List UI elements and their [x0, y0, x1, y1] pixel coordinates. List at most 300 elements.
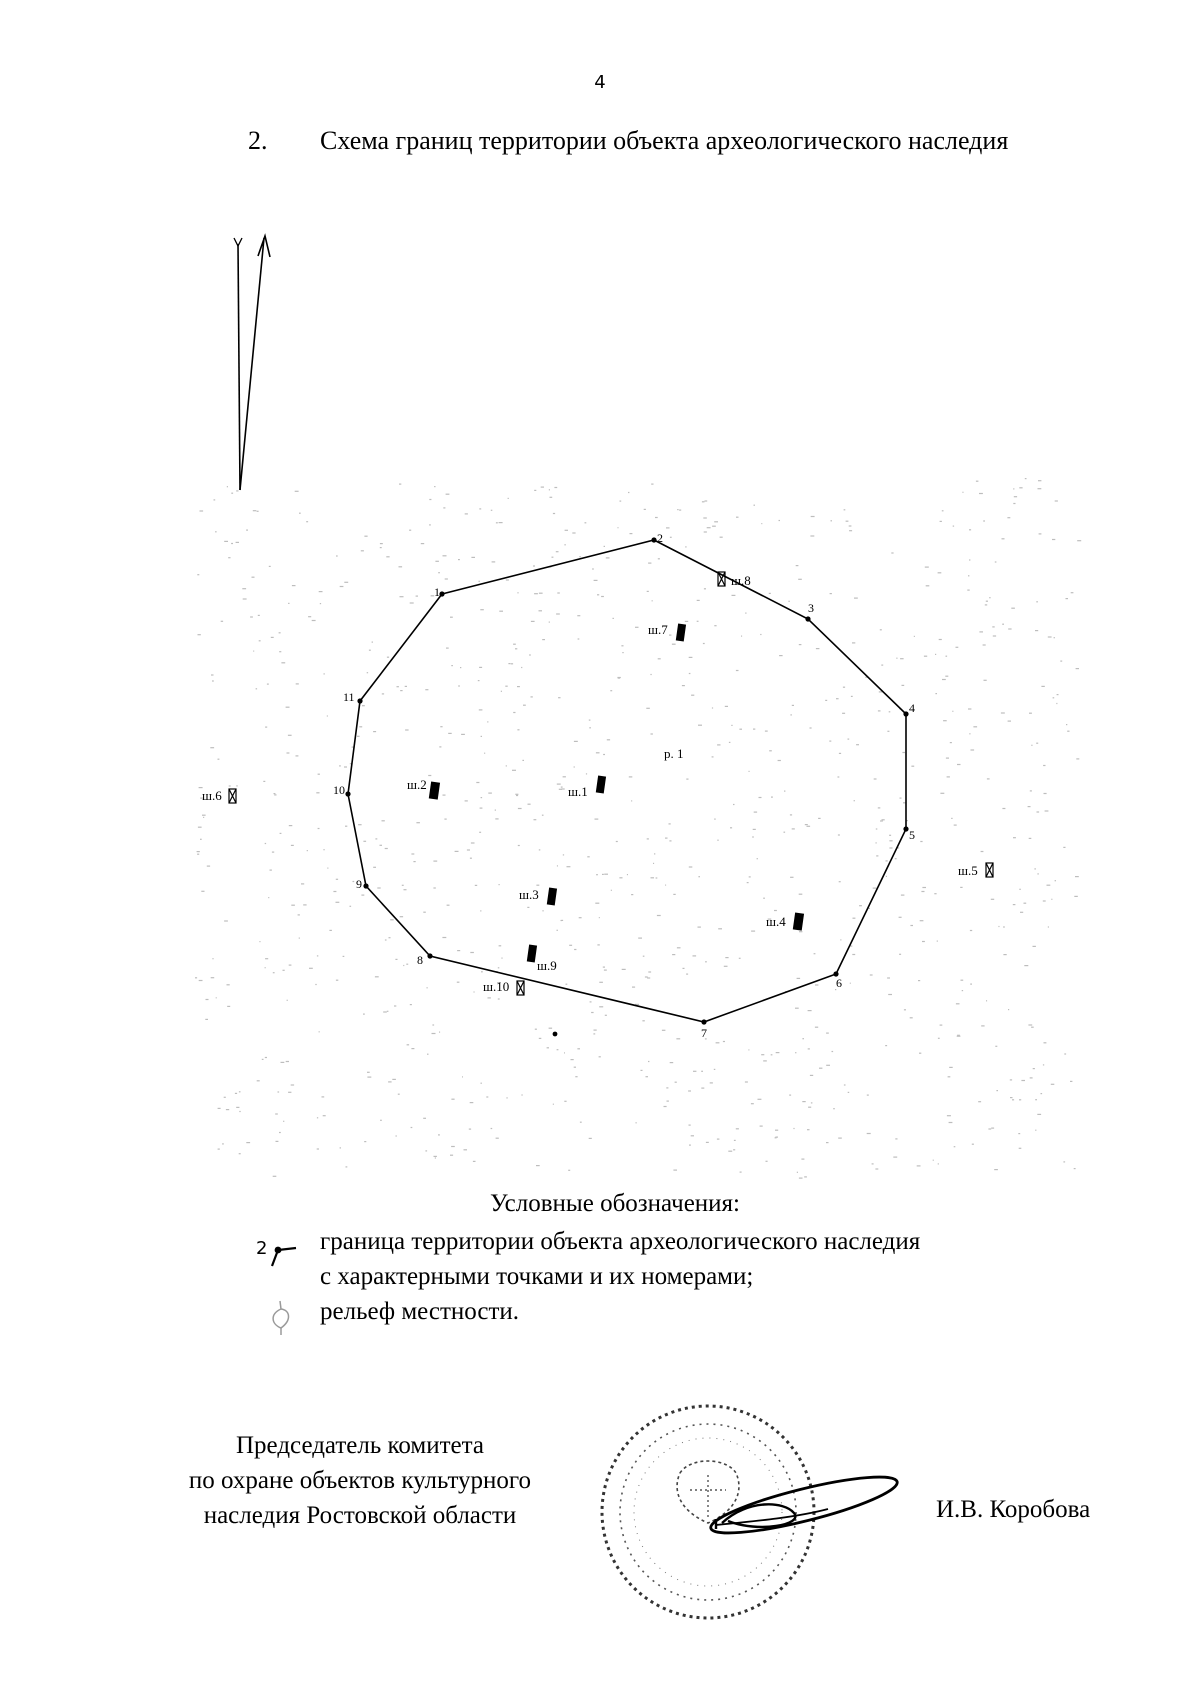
relief-dot [491, 510, 493, 511]
relief-dot [899, 917, 902, 918]
relief-dot [429, 499, 431, 500]
relief-dot [508, 498, 509, 499]
relief-dot [467, 849, 470, 850]
relief-dot [769, 750, 772, 751]
relief-dot [702, 501, 705, 502]
relief-dot [218, 1149, 220, 1150]
relief-dot [427, 1054, 429, 1055]
relief-dot [336, 555, 338, 556]
relief-dot [662, 1030, 666, 1031]
relief-dot [558, 697, 560, 698]
relief-dot [457, 982, 460, 983]
relief-dot [805, 824, 808, 825]
relief-dot [1051, 1084, 1055, 1085]
relief-dot [995, 1046, 997, 1047]
relief-dot [394, 1005, 396, 1006]
legend-boundary-text-cont: с характерными точками и их номерами; [320, 1263, 754, 1290]
relief-dot [440, 726, 442, 727]
relief-dot [197, 574, 199, 575]
relief-dot [392, 1079, 396, 1080]
relief-dot [535, 1029, 537, 1030]
relief-dot [683, 968, 685, 969]
relief-dot [1074, 1168, 1076, 1169]
relief-dot [952, 711, 953, 712]
relief-dot [373, 731, 376, 732]
relief-dot [619, 877, 622, 878]
relief-dot [578, 638, 580, 639]
relief-dot [501, 691, 502, 692]
relief-dot [197, 854, 199, 855]
relief-dot [287, 752, 290, 753]
relief-dot [603, 754, 605, 755]
relief-dot [991, 899, 994, 900]
relief-dot [329, 930, 332, 931]
pit-label-7: ш.7 [648, 622, 668, 637]
relief-dot [705, 961, 707, 962]
relief-dot [291, 905, 295, 906]
relief-dot [889, 711, 891, 712]
relief-dot [698, 725, 702, 726]
relief-dot [839, 881, 841, 882]
relief-dot [656, 877, 658, 878]
relief-dot [891, 552, 893, 553]
relief-dot [646, 708, 650, 709]
relief-dot [479, 508, 481, 509]
relief-dot [867, 1133, 871, 1134]
relief-dot [622, 652, 623, 653]
relief-dot [1010, 1079, 1012, 1080]
relief-dot [547, 1047, 549, 1048]
relief-dot [919, 1053, 921, 1054]
relief-dot [395, 959, 397, 960]
relief-dot [273, 972, 275, 973]
relief-dot [714, 819, 716, 820]
relief-dot [556, 551, 559, 552]
relief-dot [380, 1120, 382, 1121]
relief-dot [522, 760, 524, 761]
relief-dot [953, 526, 954, 527]
relief-dot [949, 1122, 953, 1123]
relief-dot [198, 827, 202, 828]
relief-dot [218, 759, 220, 760]
relief-dot [914, 636, 915, 637]
relief-dot [850, 983, 851, 984]
pit-marker-4 [793, 913, 804, 931]
relief-dot [227, 1006, 230, 1007]
point-label-7: 7 [701, 1026, 707, 1040]
relief-dot [618, 527, 619, 528]
relief-dot [200, 839, 202, 840]
relief-dot [617, 677, 620, 678]
relief-dot [650, 674, 651, 675]
relief-dot [364, 536, 367, 537]
relief-dot [775, 1137, 777, 1138]
relief-dot [933, 1160, 934, 1161]
relief-dot [918, 980, 920, 981]
pit-label-1: ш.1 [568, 784, 588, 799]
relief-dot [658, 658, 661, 659]
relief-dot [1019, 487, 1022, 488]
pit-label-4: ш.4 [766, 914, 786, 929]
relief-dot [239, 1111, 240, 1112]
relief-dot [859, 905, 862, 906]
point-label-10: 10 [333, 783, 345, 797]
relief-dot [703, 643, 705, 644]
relief-dot [698, 927, 701, 928]
relief-dot [319, 591, 323, 592]
relief-dot [286, 707, 290, 708]
relief-dot [701, 1088, 704, 1089]
relief-dot [935, 654, 936, 655]
relief-dot [1045, 810, 1049, 811]
pit-label-9: ш.9 [537, 958, 557, 973]
relief-dot [1013, 904, 1016, 905]
pit-label-10: ш.10 [483, 979, 510, 994]
relief-dot [1028, 1024, 1032, 1025]
relief-dot [1033, 946, 1036, 947]
relief-dot [887, 731, 889, 732]
relief-dot [257, 511, 259, 512]
relief-dot [198, 634, 201, 635]
relief-dot [592, 568, 594, 569]
relief-dot [461, 734, 465, 735]
relief-dot [751, 1103, 754, 1104]
relief-dot [534, 593, 538, 594]
relief-dot [1013, 488, 1014, 489]
relief-dot [435, 1157, 436, 1158]
relief-dot [790, 814, 792, 815]
relief-dot [257, 1080, 260, 1081]
relief-dot [564, 1052, 565, 1053]
relief-dot [798, 579, 802, 580]
relief-dot [714, 521, 718, 522]
relief-dot [970, 984, 972, 985]
relief-dot [227, 984, 230, 985]
relief-dot [971, 749, 975, 750]
relief-dot [372, 642, 373, 643]
relief-dot [492, 561, 496, 562]
relief-dot [697, 600, 700, 601]
relief-dot [826, 1065, 830, 1066]
relief-dot [731, 725, 732, 726]
signer-role [150, 1428, 570, 1533]
relief-dot [758, 1099, 762, 1100]
relief-dot [451, 665, 453, 666]
relief-dot [779, 655, 783, 656]
relief-dot [962, 492, 963, 493]
point-label-9: 9 [356, 877, 362, 891]
relief-dot [920, 920, 924, 921]
relief-dot [327, 715, 328, 716]
relief-dot [653, 863, 654, 864]
relief-dot [876, 855, 878, 856]
relief-dot [771, 1054, 773, 1055]
relief-dot [515, 794, 518, 795]
point-label-2: 2 [657, 531, 663, 545]
relief-dot [357, 736, 360, 737]
relief-dot [730, 827, 732, 828]
relief-dot [789, 1095, 791, 1096]
relief-dot [499, 884, 500, 885]
relief-dot [973, 726, 977, 727]
relief-dot [470, 1102, 474, 1103]
relief-dot [265, 958, 268, 959]
relief-dot [406, 964, 408, 965]
relief-dot [416, 596, 418, 597]
relief-dot [380, 543, 383, 544]
relief-dot [799, 1178, 803, 1179]
relief-dot [947, 1115, 951, 1116]
relief-dot [1066, 724, 1067, 725]
relief-dot [236, 1107, 239, 1108]
relief-dot [732, 595, 736, 596]
relief-dot [561, 787, 563, 788]
relief-dot [765, 731, 768, 732]
relief-dot [265, 967, 266, 968]
relief-dot [604, 546, 605, 547]
relief-dot [512, 770, 516, 771]
relief-dot [410, 602, 414, 603]
relief-dot [816, 648, 820, 649]
relief-dot [981, 851, 984, 852]
relief-dot [717, 744, 720, 745]
relief-dot [685, 546, 686, 547]
svg-text:2: 2 [256, 1238, 268, 1259]
relief-dot [739, 729, 742, 730]
relief-dot [748, 1049, 749, 1050]
relief-dot [1055, 500, 1058, 501]
relief-dot [733, 804, 735, 805]
relief-dot [484, 753, 485, 754]
relief-dot [404, 889, 407, 890]
relief-dot [531, 621, 535, 622]
relief-dot [749, 771, 750, 772]
relief-dot [550, 497, 553, 498]
relief-dot [377, 887, 380, 888]
relief-dot [1011, 608, 1015, 609]
relief-dot [852, 642, 855, 643]
relief-dot [795, 1052, 796, 1053]
relief-dot [815, 1027, 818, 1028]
relief-dot [439, 746, 441, 747]
relief-dot [203, 817, 204, 818]
relief-dot [810, 727, 812, 728]
relief-dot [319, 1031, 320, 1032]
relief-dot [838, 834, 840, 835]
relief-dot [513, 712, 515, 713]
relief-dot [215, 531, 217, 532]
relief-dot [400, 690, 402, 691]
relief-dot [333, 891, 336, 892]
relief-dot [318, 828, 320, 829]
relief-dot [968, 575, 969, 576]
relief-dot [603, 967, 605, 968]
relief-dot [506, 1097, 507, 1098]
point-label-4: 4 [909, 701, 915, 715]
relief-dot [706, 1142, 709, 1143]
relief-dot [753, 829, 756, 830]
relief-dot [1043, 765, 1045, 766]
relief-dot [409, 530, 411, 531]
relief-dot [491, 1128, 493, 1129]
relief-dot [553, 1104, 554, 1105]
relief-dot [873, 888, 877, 889]
relief-dot [566, 984, 568, 985]
relief-dot [961, 980, 964, 981]
boundary-point-8 [427, 953, 432, 958]
relief-dot [340, 1147, 341, 1148]
relief-dot [499, 522, 503, 523]
relief-dot [718, 928, 722, 929]
relief-dot [938, 1163, 939, 1164]
relief-dot [557, 784, 561, 785]
relief-dot [443, 555, 447, 556]
relief-dot [197, 851, 200, 852]
relief-dot [224, 920, 228, 921]
relief-dot [717, 840, 718, 841]
relief-dot [911, 766, 914, 767]
relief-dot [439, 1032, 440, 1033]
relief-dot [1041, 686, 1044, 687]
relief-dot [1054, 637, 1055, 638]
relief-dot [630, 533, 633, 534]
relief-dot [388, 1081, 392, 1082]
relief-dot [996, 1090, 998, 1091]
relief-dot [776, 1052, 780, 1053]
relief-dot [549, 489, 550, 490]
benchmark-label: р. 1 [664, 746, 684, 761]
relief-dot [481, 971, 483, 972]
relief-dot [413, 861, 415, 862]
relief-dot [808, 1107, 811, 1108]
relief-dot [200, 510, 204, 511]
relief-dot [672, 644, 676, 645]
relief-dot [1051, 899, 1052, 900]
relief-dot [654, 853, 655, 854]
relief-dot [792, 705, 794, 706]
relief-dot [487, 721, 488, 722]
relief-dot [318, 774, 320, 775]
relief-dot [992, 626, 994, 627]
relief-dot [819, 1068, 822, 1069]
relief-dot [345, 826, 347, 827]
relief-dot [1001, 712, 1005, 713]
relief-dot [513, 644, 516, 645]
pit-label-8: ш.8 [731, 573, 751, 588]
relief-dot [954, 1146, 956, 1147]
relief-dot [686, 779, 688, 780]
relief-dot [212, 680, 214, 681]
relief-dot [991, 1128, 994, 1129]
relief-dot [979, 493, 983, 494]
relief-dot [1020, 912, 1023, 913]
relief-dot [843, 687, 845, 688]
relief-dot [752, 836, 754, 837]
relief-dot [849, 525, 852, 526]
relief-dot [1008, 628, 1011, 629]
relief-dot [832, 1051, 834, 1052]
relief-dot [951, 818, 952, 819]
relief-dot [1021, 1080, 1025, 1081]
relief-dot [574, 766, 575, 767]
relief-dot [1003, 926, 1005, 927]
relief-dot [643, 956, 645, 957]
relief-dot [797, 1172, 798, 1173]
boundary-point-3 [805, 616, 810, 621]
relief-dot [296, 755, 299, 756]
relief-dot [340, 586, 344, 587]
relief-dot [728, 1151, 732, 1152]
relief-dot [557, 930, 558, 931]
relief-dot [594, 1030, 597, 1031]
pit-marker-5 [986, 863, 993, 877]
relief-dot [536, 1165, 540, 1166]
relief-dot [599, 982, 603, 983]
relief-dot [604, 874, 608, 875]
relief-dot [458, 559, 460, 560]
relief-dot [486, 1096, 488, 1097]
relief-dot [969, 733, 970, 734]
relief-dot [323, 849, 324, 850]
relief-dot [1019, 1148, 1022, 1149]
relief-dot [761, 1054, 764, 1055]
relief-dot [627, 874, 628, 875]
relief-dot [387, 1011, 389, 1012]
relief-dot [400, 596, 404, 597]
relief-dot [1008, 721, 1011, 722]
relief-dot [657, 915, 661, 916]
relief-dot [542, 815, 544, 816]
relief-dot [434, 1156, 437, 1157]
relief-dot [799, 931, 802, 932]
relief-dot [631, 894, 633, 895]
relief-dot [760, 1126, 763, 1127]
relief-dot [976, 481, 979, 482]
relief-dot [751, 931, 755, 932]
relief-dot [458, 685, 460, 686]
relief-dot [677, 509, 678, 510]
relief-dot [839, 753, 841, 754]
relief-dot [327, 868, 328, 869]
relief-dot [1024, 965, 1028, 966]
relief-dot [1007, 517, 1010, 518]
relief-dot [793, 1128, 794, 1129]
relief-dot [983, 520, 985, 521]
relief-dot [455, 851, 459, 852]
relief-dot [935, 693, 937, 694]
relief-dot [942, 510, 944, 511]
relief-dot [369, 650, 371, 651]
relief-dot [229, 785, 231, 786]
relief-dot [508, 663, 510, 664]
relief-dot [900, 798, 902, 799]
relief-dot [790, 714, 792, 715]
relief-dot [899, 954, 901, 955]
relief-dot [689, 1125, 691, 1126]
relief-dot [1029, 713, 1032, 714]
relief-dot [450, 617, 453, 618]
relief-dot [435, 561, 439, 562]
relief-dot [689, 657, 693, 658]
relief-dot [814, 953, 816, 954]
relief-dot [850, 946, 852, 947]
relief-dot [496, 1138, 499, 1139]
relief-dot [473, 1161, 476, 1162]
relief-dot [534, 490, 536, 491]
relief-dot [246, 530, 248, 531]
relief-dot [810, 1075, 813, 1076]
relief-dot [921, 891, 924, 892]
